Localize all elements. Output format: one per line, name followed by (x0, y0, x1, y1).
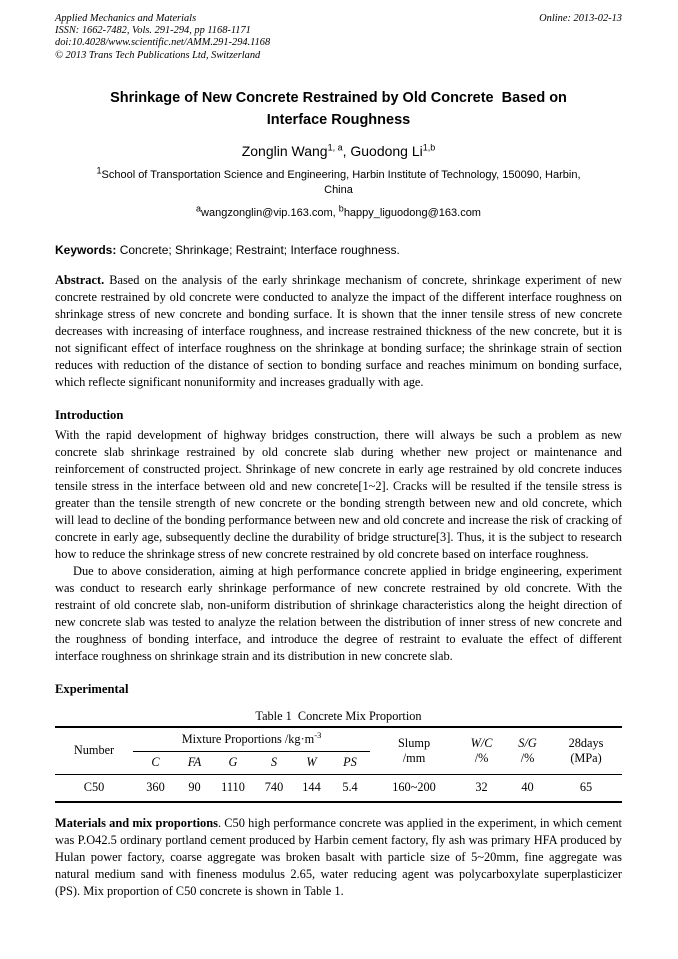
affiliation-text: School of Transportation Science and Engineering, Harbin Institute of Technology, 150090, Harbin, (101, 168, 581, 181)
email-b: happy_liguodong@163.com (343, 206, 481, 219)
slump-units: /mm (402, 750, 426, 765)
slump-label: Slump (397, 735, 431, 750)
subheader-g: G (211, 751, 255, 774)
header-28days (550, 727, 622, 775)
journal-header-left (55, 13, 270, 62)
affiliation (55, 165, 622, 198)
page-title (55, 87, 622, 131)
header-number: Number (55, 727, 133, 775)
online-date: Online: 2013-02-13 (539, 13, 622, 24)
days-label: 28days (568, 735, 604, 750)
subheader-fa: FA (178, 751, 211, 774)
introduction-paragraph-1: With the rapid development of highway bridges construction, there will always be such a problem as new concrete slab shrinkage restrained by old concrete slab during whether new project or maintenance and reinforcement of constructed project. Shrinkage of new concrete in early age restrained by old concrete induces tensile stress in the interface between old and new concrete[1~2]. Cracks will be resulted if the tensile stress is greater than the tensile strength of new concrete or the bonding strength between new and old concrete, which will lead to decline of the bonding performance between new and old concrete and increase the risk of cracking of concrete in early age, subsequently decline the durability of bridge structure[3]. Thus, it is the subject to research how to reduce the shrinkage stress of new concrete restrained by old concrete based on interface roughness. (55, 427, 622, 561)
cell-sg: 40 (521, 780, 534, 795)
wc-units: /% (474, 750, 489, 765)
author-name-2: Guodong Li (350, 142, 423, 159)
days-units: (MPa) (570, 750, 602, 765)
materials-label: Materials and mix proportions (55, 815, 218, 830)
author-superscript-1: 1, a (327, 142, 343, 153)
table-header-row-1 (55, 727, 622, 752)
doi-line: doi:10.4028/www.scientific.net/AMM.291-294.1168 (55, 37, 271, 49)
sg-units: /% (520, 750, 535, 765)
cell-28days: 65 (579, 780, 593, 795)
cell-wc: 32 (475, 780, 488, 795)
abstract-text: Based on the analysis of the early shrinkage mechanism of concrete, shrinkage experiment of new concrete restrained by old concrete were conducted to analyze the impact of the different interface roughness on shrinkage stress of new concrete and bonding surface. It is shown that the inner tensile stress of new concrete decreases with increasing of interface roughness, and increase restrained thickness of the new concrete, but it is not significant effect of interface roughness on the shrinkage at bonding surface; the shrinkage strain of section reduces with reduction of the distance of section to bonding surface and reaches minimum on bonding surface, which reflecte significant nonuniformity and increases gradually with age. (55, 272, 622, 389)
table-data-row (55, 774, 622, 802)
author-superscript-2: 1,b (422, 142, 436, 153)
cell-number: C50 (83, 780, 105, 795)
header-sg (505, 727, 550, 775)
email-a: wangzonglin@vip.163.com (201, 206, 333, 219)
affiliation-line-1 (55, 165, 622, 183)
subheader-ps: PS (330, 751, 370, 774)
keywords-line (55, 242, 622, 258)
table-caption: Table 1 Concrete Mix Proportion (255, 708, 422, 723)
cell-slump: 160~200 (392, 780, 436, 795)
cell-s: 740 (264, 780, 284, 795)
cell-fa: 90 (188, 780, 201, 795)
header-slump (370, 727, 458, 775)
materials-paragraph (55, 815, 622, 900)
issn-line: ISSN: 1662-7482, Vols. 291-294, pp 1168-1171 (55, 25, 251, 37)
experimental-heading: Experimental (55, 681, 129, 696)
emails-line (55, 203, 622, 221)
abstract-label: Abstract. (55, 272, 105, 287)
email-superscript-b: b (338, 203, 344, 214)
mixture-proportions-label: Mixture Proportions /kg·m (181, 731, 315, 746)
materials-text: . C50 high performance concrete was applied in the experiment, in which cement was P.O42.5 ordinary portland cement produced by Harbin cement factory, fly ash was primary HFA produced by Hulan power factory, coarse aggregate was broken basalt with particle size of 5~20mm, fine aggregate was natural medium sand with fineness modulus 2.65, water reducing agent was polycarboxylate superplasticizer (PS). Mix proportion of C50 concrete is shown in Table 1. (55, 815, 622, 898)
cell-w: 144 (302, 780, 321, 795)
keywords-label: Keywords: (55, 242, 117, 257)
affiliation-superscript: 1 (96, 165, 102, 176)
title-line-2: Interface Roughness (266, 111, 411, 128)
keywords-text: Concrete; Shrinkage; Restraint; Interface roughness. (116, 242, 400, 257)
copyright-line: © 2013 Trans Tech Publications Ltd, Switzerland (55, 49, 261, 61)
authors-separator: , (342, 142, 351, 159)
author-name-1: Zonglin Wang (241, 142, 328, 159)
title-line-1: Shrinkage of New Concrete Restrained by Old Concrete Based on (110, 89, 567, 106)
header-wc (458, 727, 505, 775)
subheader-w: W (293, 751, 330, 774)
wc-label: W/C (470, 735, 493, 750)
cell-c: 360 (146, 780, 165, 795)
header-mixture-proportions (133, 727, 370, 752)
mixture-units-exponent: -3 (314, 729, 322, 740)
cell-g: 1110 (221, 780, 245, 795)
emails-separator: , (332, 206, 339, 219)
mix-proportion-table (55, 726, 622, 803)
introduction-paragraph-2: Due to above consideration, aiming at high performance concrete applied in bridge engineering, experiment was conduct to research early shrinkage performance of new concrete restrained by old concrete. With the restraint of old concrete slab, non-uniform distribution of shrinkage characteristics along the height direction of new concrete slab was tested to analyze the relation between the distribution of inner stress of new concrete and the roughness of bonding interface, and introduce the degree of restraint to evaluate the effect of different interface roughness on shrinkage strain and its distribution in new concrete slab. (55, 563, 622, 663)
introduction-heading: Introduction (55, 407, 124, 422)
affiliation-line-2: China (324, 183, 353, 196)
abstract-paragraph (55, 272, 622, 391)
subheader-s: S (255, 751, 293, 774)
sg-label: S/G (518, 735, 537, 750)
authors-line (55, 141, 622, 161)
subheader-c: C (133, 751, 178, 774)
cell-ps: 5.4 (342, 780, 358, 795)
email-superscript-a: a (196, 203, 202, 214)
journal-header (55, 13, 622, 62)
journal-name: Applied Mechanics and Materials (55, 13, 197, 24)
